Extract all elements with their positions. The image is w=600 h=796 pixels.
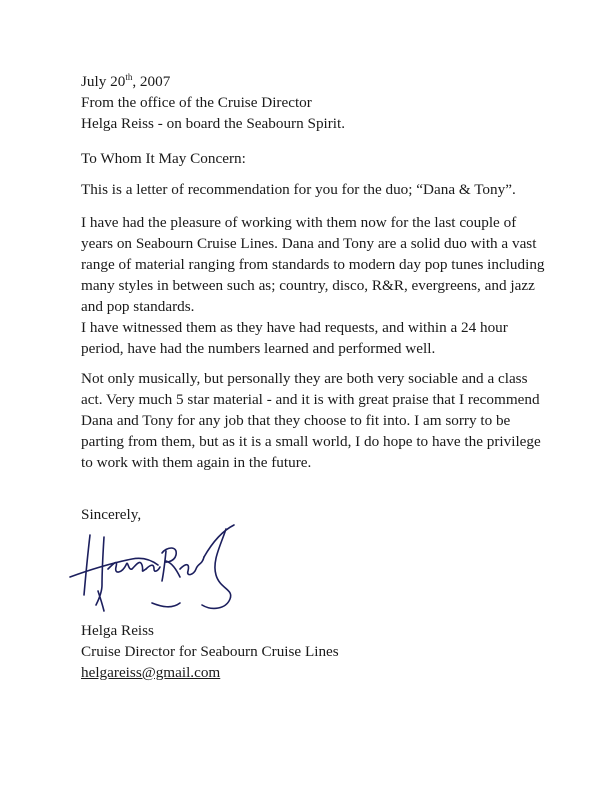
signature-stroke <box>180 557 204 575</box>
paragraph-3 <box>81 317 581 359</box>
paragraph-2-line: many styles in between such as; country, disco, R&R, evergreens, and jazz <box>81 277 535 294</box>
paragraph-4-line: Not only musically, but personally they are both very sociable and a class <box>81 370 528 387</box>
date-month-day: July 20 <box>81 73 126 90</box>
paragraph-4 <box>81 368 581 473</box>
paragraph-3-line: period, have had the numbers learned and performed well. <box>81 340 436 357</box>
closing: Sincerely, <box>81 506 142 523</box>
paragraph-4-line: act. Very much 5 star material - and it is with great praise that I recommend <box>81 391 540 408</box>
handwritten-signature <box>62 517 252 617</box>
signature-block <box>81 620 581 683</box>
signature-stroke <box>152 603 180 607</box>
signature-stroke <box>146 565 160 571</box>
paragraph-2-line: range of material ranging from standards to modern day pop tunes including <box>81 256 545 273</box>
signer-name: Helga Reiss <box>81 622 154 639</box>
from-line: From the office of the Cruise Director <box>81 94 312 111</box>
paragraph-4-line: to work with them again in the future. <box>81 454 312 471</box>
paragraph-2-line: years on Seabourn Cruise Lines. Dana and Tony are a solid duo with a vast <box>81 235 537 252</box>
signature-stroke <box>84 535 90 595</box>
signature-stroke <box>70 558 158 577</box>
paragraph-1: This is a letter of recommendation for you for the duo; “Dana & Tony”. <box>81 181 516 198</box>
letter-header <box>81 71 581 134</box>
paragraph-2 <box>81 212 581 317</box>
author-line: Helga Reiss - on board the Seabourn Spirit. <box>81 115 346 132</box>
paragraph-4-line: parting from them, but as it is a small world, I do hope to have the privilege <box>81 433 541 450</box>
date-year: , 2007 <box>132 73 171 90</box>
signature-stroke <box>162 551 166 581</box>
signer-title: Cruise Director for Seabourn Cruise Lines <box>81 643 339 660</box>
signer-email-link[interactable]: helgareiss@gmail.com <box>81 664 221 681</box>
salutation: To Whom It May Concern: <box>81 150 246 167</box>
signature-stroke <box>202 529 231 608</box>
letter-date <box>81 71 581 92</box>
signature-stroke <box>204 525 234 557</box>
paragraph-4-line: Dana and Tony for any job that they choose to fit into. I am sorry to be <box>81 412 511 429</box>
paragraph-2-line: and pop standards. <box>81 298 195 315</box>
paragraph-2-line: I have had the pleasure of working with them now for the last couple of <box>81 214 517 231</box>
signature-stroke <box>108 562 146 572</box>
date-suffix: th <box>125 72 133 82</box>
paragraph-3-line: I have witnessed them as they have had requests, and within a 24 hour <box>81 319 508 336</box>
